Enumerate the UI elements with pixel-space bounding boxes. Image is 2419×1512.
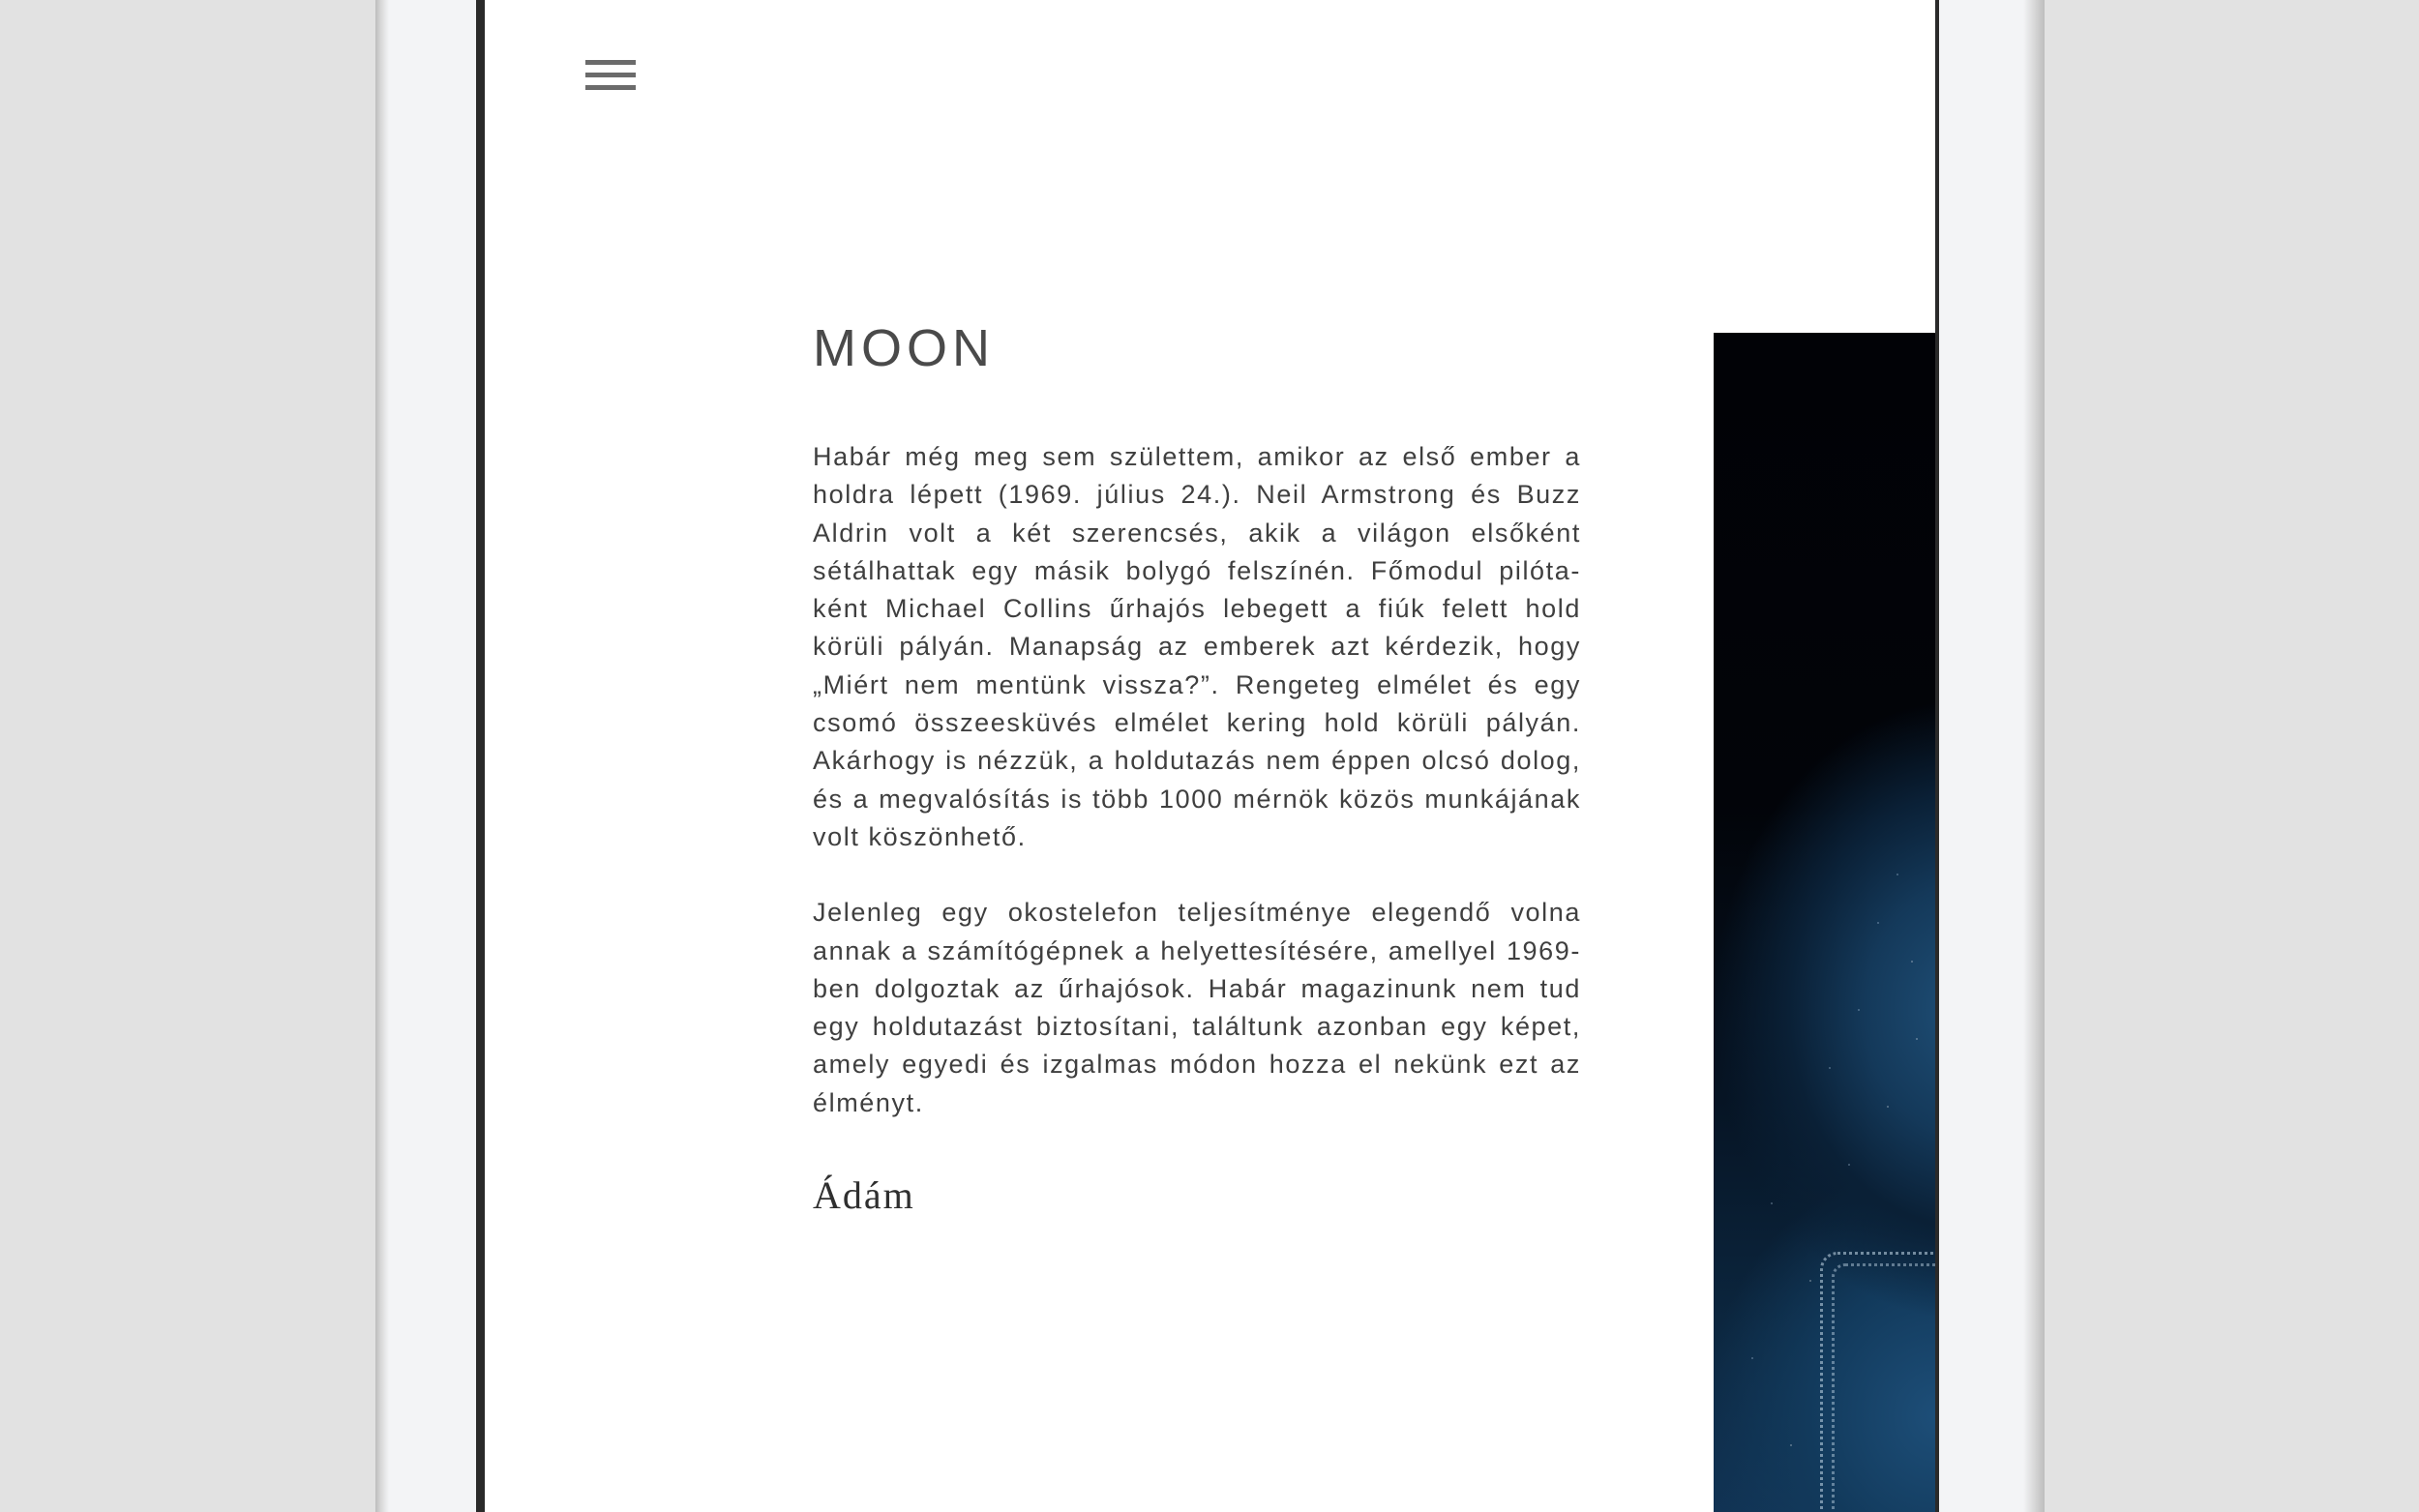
jacket-seam xyxy=(1832,1263,1935,1512)
article-title: MOON xyxy=(813,319,995,377)
astronaut-photo xyxy=(1714,333,1935,1512)
menu-line xyxy=(585,73,636,77)
tablet-screen xyxy=(485,0,1935,1512)
article-paragraph-1: Habár még meg sem születtem, amikor az első ember a holdra lépett (1969. július 24.). Neil Armstrong és Buzz Aldrin volt a két szerencsés, akik a világon elsőként sétálhattak egy másik bolygó felszínén. Főmodul pilóta-ként Michael Collins űrhajós lebegett a fiúk felett hold körüli pályán. Manapság az emberek azt kérdezik, hogy „Miért nem mentünk vissza?”. Rengeteg elmélet és egy csomó összeesküvés elmélet kering hold körüli pályán. Akárhogy is nézzük, a holdutazás nem éppen olcsó dolog, és a megvalósítás is több 1000 mérnök közös munkájának volt köszönhető. xyxy=(813,442,1581,851)
hamburger-menu-icon[interactable] xyxy=(585,60,636,91)
article xyxy=(813,319,1581,1218)
author-signature: Ádám xyxy=(813,1173,915,1218)
menu-line xyxy=(585,60,636,65)
article-paragraph-2: Jelenleg egy okostelefon teljesítménye elegendő volna annak a számítógépnek a helyettesítésére, amellyel 1969-ben dolgoztak az űrhajósok. Habár magazinunk nem tud egy holdutazást biztosítani, találtunk azonban egy képet, amely egyedi és izgalmas módon hozza el nekünk ezt az élményt. xyxy=(813,898,1581,1117)
menu-line xyxy=(585,85,636,90)
